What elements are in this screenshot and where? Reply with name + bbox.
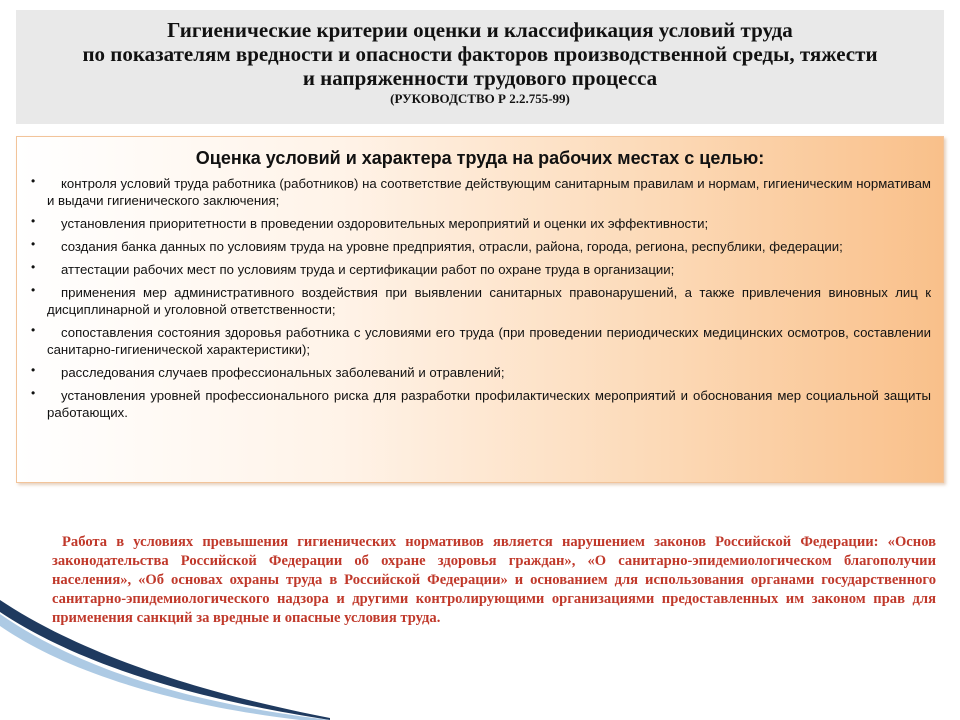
purposes-list bbox=[17, 175, 943, 421]
legal-note: Работа в условиях превышения гигиенических нормативов является нарушением законов Российской Федерации: «Основ законодательства Российской Федерации об охране здоровья граждан», «О санитарно-эпидемиологическом благополучии населения», «Об основах охраны труда в Российской Федерации» и основанием для использования органами государственного санитарно-эпидемиологического надзора и другими контролирующими организациями предоставленных им законом прав для применения санкций за вредные и опасные условия труда. bbox=[52, 534, 936, 626]
list-item: • применения мер административного воздействия при выявлении санитарных правонарушений, а также привлечения виновных лиц к дисциплинарной и уголовной ответственности; bbox=[31, 283, 931, 317]
list-item: • создания банка данных по условиям труда на уровне предприятия, отрасли, района, города, региона, республики, федерации; bbox=[31, 237, 843, 254]
bullet-icon: • bbox=[31, 260, 36, 274]
bullet-icon: • bbox=[31, 283, 36, 297]
list-item: • контроля условий труда работника (работников) на соответствие действующим санитарным правилам и нормам, гигиеническим нормативам и выдачи гигиенического заключения; bbox=[31, 174, 931, 208]
list-item: • аттестации рабочих мест по условиям труда и сертификации работ по охране труда в организации; bbox=[31, 260, 675, 277]
slide-header bbox=[16, 10, 944, 124]
header-title-line-2: по показателям вредности и опасности факторов производственной среды, тяжести bbox=[82, 42, 878, 66]
header-title-line-1: Гигиенические критерии оценки и классификация условий труда bbox=[167, 18, 793, 42]
bullet-icon: • bbox=[31, 214, 36, 228]
list-item: • установления приоритетности в проведении оздоровительных мероприятий и оценки их эффективности; bbox=[31, 214, 709, 231]
bullet-icon: • bbox=[31, 386, 36, 400]
bullet-icon: • bbox=[31, 237, 36, 251]
purposes-box bbox=[16, 136, 944, 483]
header-subtitle: (РУКОВОДСТВО Р 2.2.755-99) bbox=[390, 91, 570, 106]
bullet-icon: • bbox=[31, 363, 36, 377]
bullet-icon: • bbox=[31, 174, 36, 188]
list-item: • сопоставления состояния здоровья работника с условиями его труда (при проведении периодических медицинских осмотров, составлении санитарно-гигиенической характеристики); bbox=[31, 323, 931, 357]
header-title-line-3: и напряженности трудового процесса bbox=[302, 66, 658, 90]
bullet-icon: • bbox=[31, 323, 36, 337]
list-item: • расследования случаев профессиональных заболеваний и отравлений; bbox=[31, 363, 505, 380]
purposes-title: Оценка условий и характера труда на рабочих местах с целью: bbox=[195, 148, 765, 168]
list-item: • установления уровней профессионального риска для разработки профилактических мероприятий и обоснования мер социальной защиты работающих. bbox=[31, 386, 931, 420]
